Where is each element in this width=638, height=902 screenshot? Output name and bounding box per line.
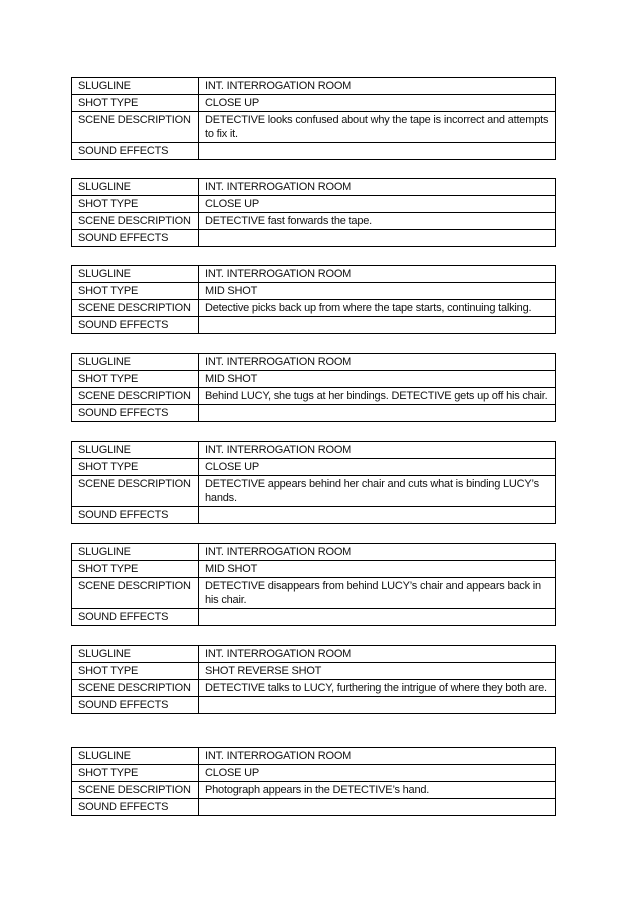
- shot-type-value: SHOT REVERSE SHOT: [199, 663, 556, 680]
- slugline-value: INT. INTERROGATION ROOM: [199, 354, 556, 371]
- sound-effects-value: [199, 507, 556, 524]
- scene-description-value: Behind LUCY, she tugs at her bindings. DETECTIVE gets up off his chair.: [199, 388, 556, 405]
- sound-effects-label: SOUND EFFECTS: [72, 697, 199, 714]
- scene-description-value: DETECTIVE talks to LUCY, furthering the intrigue of where they both are.: [199, 680, 556, 697]
- shot-type-value: MID SHOT: [199, 371, 556, 388]
- shot-table: [71, 441, 556, 524]
- slugline-label: SLUGLINE: [72, 646, 199, 663]
- sound-effects-label: SOUND EFFECTS: [72, 609, 199, 626]
- slugline-row: [72, 544, 556, 561]
- sound-effects-label: SOUND EFFECTS: [72, 143, 199, 160]
- shot-type-value: MID SHOT: [199, 561, 556, 578]
- scene-description-row: [72, 300, 556, 317]
- scene-description-value: DETECTIVE appears behind her chair and cuts what is binding LUCY’s hands.: [199, 476, 556, 507]
- shot-type-row: [72, 196, 556, 213]
- slugline-value: INT. INTERROGATION ROOM: [199, 266, 556, 283]
- sound-effects-row: [72, 609, 556, 626]
- scene-description-row: [72, 213, 556, 230]
- scene-description-value: Detective picks back up from where the tape starts, continuing talking.: [199, 300, 556, 317]
- sound-effects-value: [199, 405, 556, 422]
- slugline-row: [72, 179, 556, 196]
- shot-type-row: [72, 371, 556, 388]
- scene-description-row: [72, 476, 556, 507]
- sound-effects-label: SOUND EFFECTS: [72, 230, 199, 247]
- sound-effects-label: SOUND EFFECTS: [72, 317, 199, 334]
- slugline-value: INT. INTERROGATION ROOM: [199, 442, 556, 459]
- shot-table: [71, 645, 556, 714]
- sound-effects-label: SOUND EFFECTS: [72, 405, 199, 422]
- sound-effects-row: [72, 230, 556, 247]
- scene-description-label: SCENE DESCRIPTION: [72, 476, 199, 507]
- sound-effects-row: [72, 697, 556, 714]
- slugline-value: INT. INTERROGATION ROOM: [199, 78, 556, 95]
- sound-effects-value: [199, 230, 556, 247]
- slugline-row: [72, 78, 556, 95]
- slugline-row: [72, 646, 556, 663]
- shot-type-value: CLOSE UP: [199, 765, 556, 782]
- scene-description-row: [72, 112, 556, 143]
- sound-effects-row: [72, 317, 556, 334]
- slugline-row: [72, 748, 556, 765]
- slugline-value: INT. INTERROGATION ROOM: [199, 544, 556, 561]
- scene-description-label: SCENE DESCRIPTION: [72, 388, 199, 405]
- sound-effects-label: SOUND EFFECTS: [72, 799, 199, 816]
- scene-description-row: [72, 578, 556, 609]
- shot-table: [71, 178, 556, 247]
- shot-type-row: [72, 663, 556, 680]
- sound-effects-row: [72, 507, 556, 524]
- slugline-row: [72, 442, 556, 459]
- shot-type-row: [72, 765, 556, 782]
- sound-effects-value: [199, 609, 556, 626]
- sound-effects-value: [199, 799, 556, 816]
- shot-type-row: [72, 95, 556, 112]
- scene-description-value: Photograph appears in the DETECTIVE’s hand.: [199, 782, 556, 799]
- sound-effects-value: [199, 143, 556, 160]
- shot-type-value: CLOSE UP: [199, 95, 556, 112]
- shot-type-label: SHOT TYPE: [72, 283, 199, 300]
- shot-table: [71, 77, 556, 160]
- slugline-label: SLUGLINE: [72, 266, 199, 283]
- shot-type-row: [72, 283, 556, 300]
- scene-description-label: SCENE DESCRIPTION: [72, 300, 199, 317]
- slugline-label: SLUGLINE: [72, 748, 199, 765]
- sound-effects-value: [199, 317, 556, 334]
- shot-type-row: [72, 561, 556, 578]
- slugline-row: [72, 354, 556, 371]
- scene-description-label: SCENE DESCRIPTION: [72, 680, 199, 697]
- shot-table: [71, 747, 556, 816]
- shot-type-label: SHOT TYPE: [72, 371, 199, 388]
- slugline-row: [72, 266, 556, 283]
- slugline-label: SLUGLINE: [72, 544, 199, 561]
- shot-table: [71, 353, 556, 422]
- scene-description-label: SCENE DESCRIPTION: [72, 782, 199, 799]
- slugline-label: SLUGLINE: [72, 442, 199, 459]
- shot-type-value: MID SHOT: [199, 283, 556, 300]
- shot-table: [71, 543, 556, 626]
- shot-type-label: SHOT TYPE: [72, 459, 199, 476]
- sound-effects-value: [199, 697, 556, 714]
- scene-description-label: SCENE DESCRIPTION: [72, 578, 199, 609]
- sound-effects-row: [72, 143, 556, 160]
- shot-type-value: CLOSE UP: [199, 196, 556, 213]
- shot-type-value: CLOSE UP: [199, 459, 556, 476]
- scene-description-label: SCENE DESCRIPTION: [72, 213, 199, 230]
- scene-description-label: SCENE DESCRIPTION: [72, 112, 199, 143]
- shot-type-label: SHOT TYPE: [72, 663, 199, 680]
- shot-table: [71, 265, 556, 334]
- sound-effects-row: [72, 405, 556, 422]
- slugline-value: INT. INTERROGATION ROOM: [199, 646, 556, 663]
- scene-description-row: [72, 388, 556, 405]
- scene-description-row: [72, 782, 556, 799]
- slugline-label: SLUGLINE: [72, 179, 199, 196]
- scene-description-value: DETECTIVE disappears from behind LUCY’s chair and appears back in his chair.: [199, 578, 556, 609]
- scene-description-value: DETECTIVE looks confused about why the tape is incorrect and attempts to fix it.: [199, 112, 556, 143]
- slugline-label: SLUGLINE: [72, 354, 199, 371]
- scene-description-row: [72, 680, 556, 697]
- sound-effects-row: [72, 799, 556, 816]
- sound-effects-label: SOUND EFFECTS: [72, 507, 199, 524]
- scene-description-value: DETECTIVE fast forwards the tape.: [199, 213, 556, 230]
- shot-type-row: [72, 459, 556, 476]
- slugline-label: SLUGLINE: [72, 78, 199, 95]
- shot-type-label: SHOT TYPE: [72, 95, 199, 112]
- slugline-value: INT. INTERROGATION ROOM: [199, 179, 556, 196]
- shot-type-label: SHOT TYPE: [72, 765, 199, 782]
- shot-type-label: SHOT TYPE: [72, 561, 199, 578]
- slugline-value: INT. INTERROGATION ROOM: [199, 748, 556, 765]
- shot-type-label: SHOT TYPE: [72, 196, 199, 213]
